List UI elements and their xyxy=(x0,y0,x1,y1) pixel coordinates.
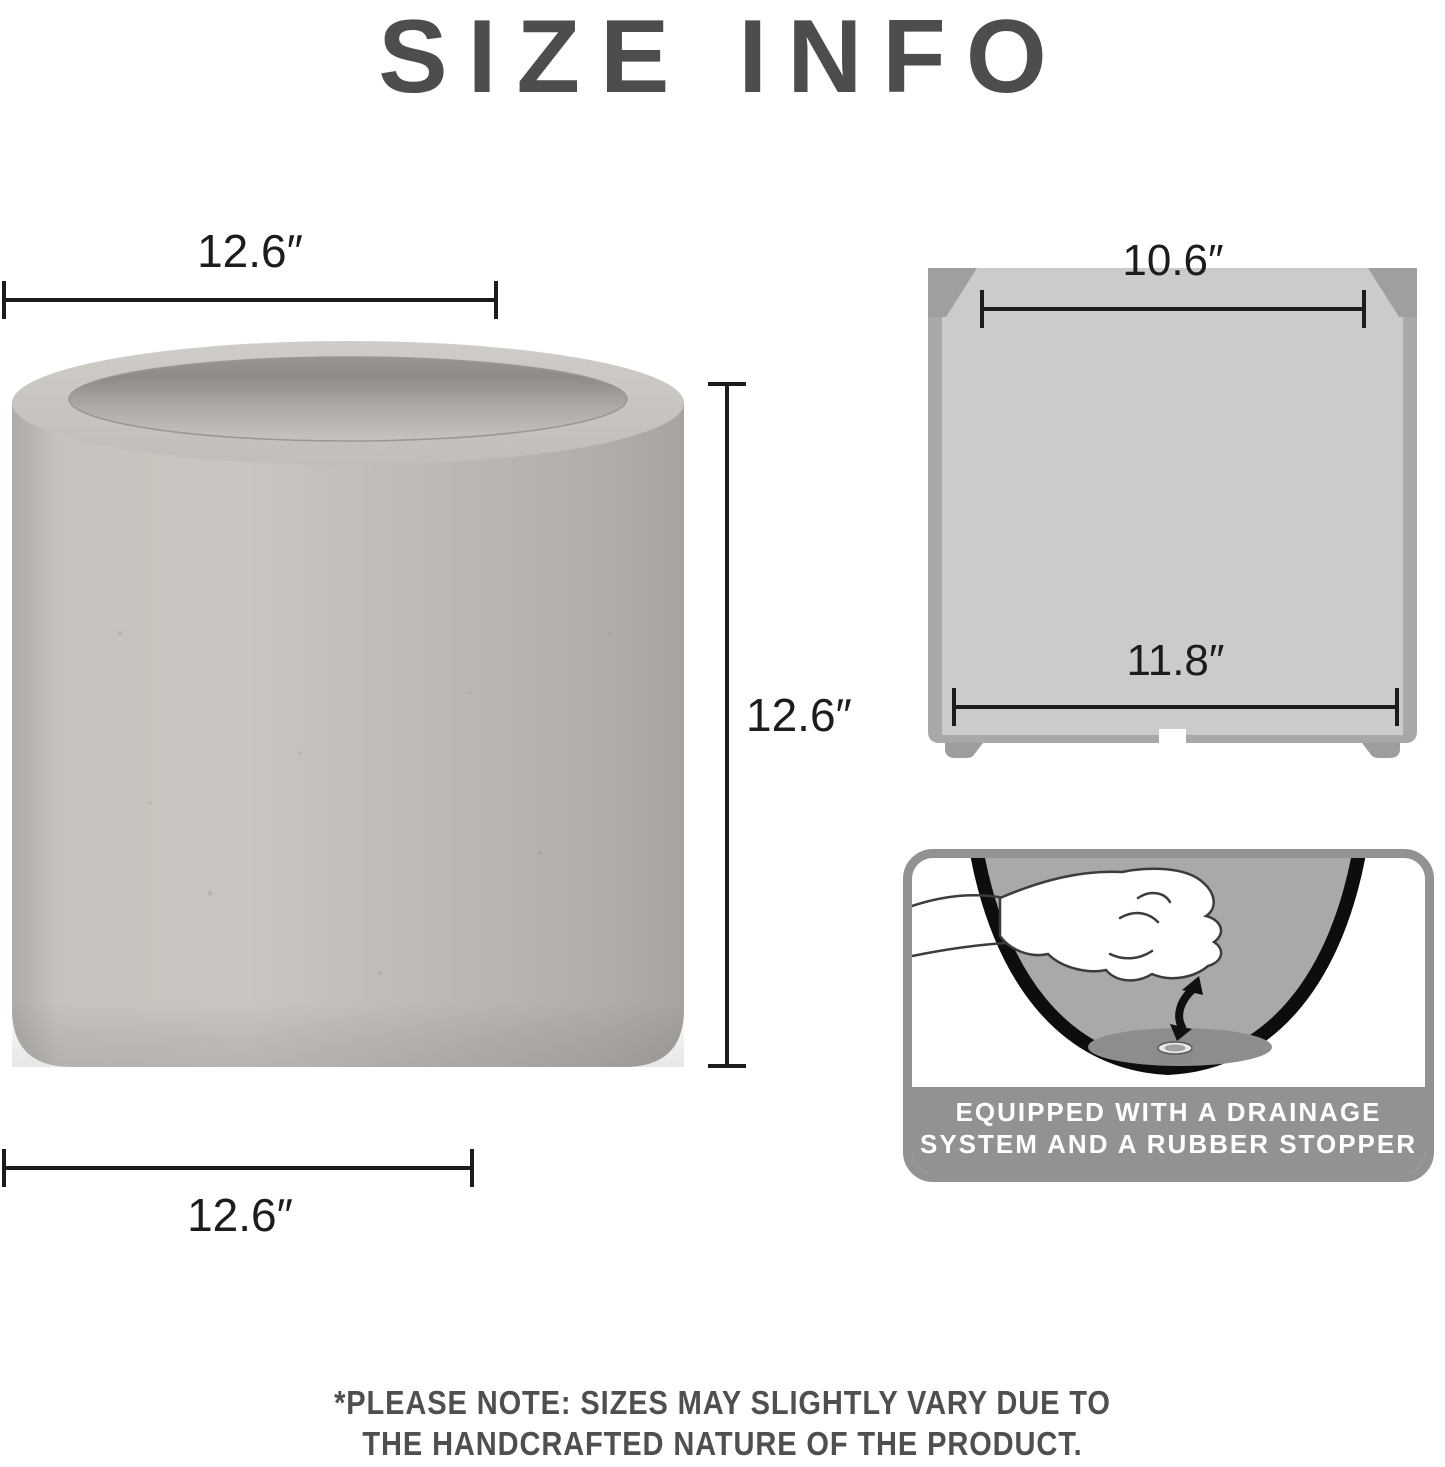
dimension-line xyxy=(2,1166,474,1170)
footnote xyxy=(87,1382,1359,1464)
drainage-panel xyxy=(903,849,1434,1182)
drainage-caption xyxy=(912,1087,1425,1173)
hand-icon xyxy=(912,869,1221,981)
drainage-hole-icon xyxy=(1158,1042,1192,1063)
dimension-line xyxy=(725,382,729,1068)
dimension-endcap xyxy=(1395,688,1399,726)
pot-photo xyxy=(0,333,700,1073)
dimension-line xyxy=(952,705,1399,709)
base-width-label: 11.8″ xyxy=(1126,636,1225,685)
pot-height-dimension-line xyxy=(708,382,746,1068)
cross-section-foot-left xyxy=(945,743,983,758)
opening-width-label: 10.6″ xyxy=(1122,236,1224,285)
base-width-dimension-line xyxy=(952,688,1399,726)
pot-top-width-dimension-line xyxy=(2,281,498,319)
dimension-endcap xyxy=(1362,290,1366,328)
dimension-endcap xyxy=(708,1064,746,1068)
pot-opening xyxy=(69,357,627,441)
pot-top-width-label: 12.6″ xyxy=(197,225,303,277)
drainage-caption-line2: SYSTEM AND A RUBBER STOPPER xyxy=(919,1129,1417,1159)
dimension-endcap xyxy=(470,1149,474,1187)
footnote-line1: *PLEASE NOTE: SIZES MAY SLIGHTLY VARY DUE TO xyxy=(334,1384,1111,1421)
dimension-line xyxy=(2,298,498,302)
drainage-notch xyxy=(1159,729,1186,743)
cross-section-foot-right xyxy=(1362,743,1400,758)
drainage-caption-line1: EQUIPPED WITH A DRAINAGE xyxy=(955,1097,1382,1127)
pot-bottom-width-label: 12.6″ xyxy=(187,1189,293,1241)
pot-height-label: 12.6″ xyxy=(746,689,852,741)
opening-width-dimension-line xyxy=(980,290,1366,328)
footnote-line2: THE HANDCRAFTED NATURE OF THE PRODUCT. xyxy=(362,1425,1083,1462)
page-title: SIZE INFO xyxy=(378,0,1067,115)
dimension-endcap xyxy=(494,281,498,319)
pot-bottom-width-dimension-line xyxy=(2,1149,474,1187)
drainage-illustration xyxy=(912,858,1425,1087)
dimension-line xyxy=(980,307,1366,311)
